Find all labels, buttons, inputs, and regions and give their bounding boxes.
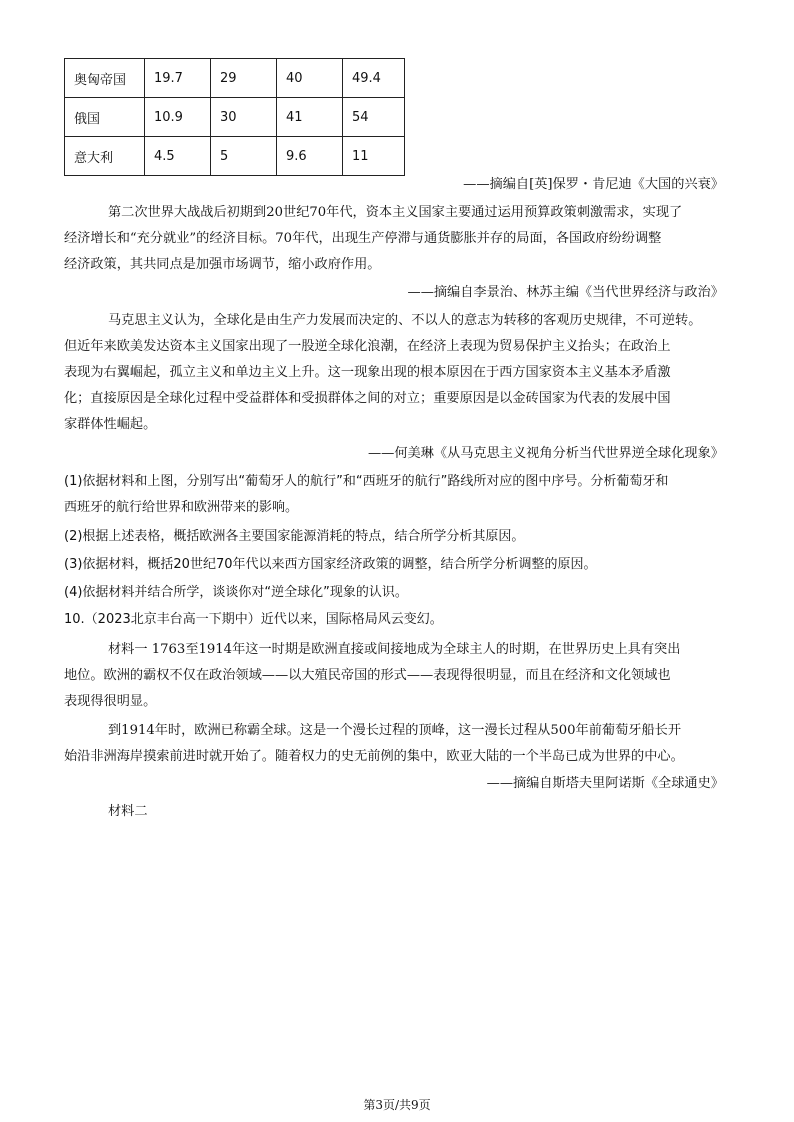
paragraph-line: 家群体性崛起。 xyxy=(64,417,157,432)
paragraph-line: 始沿非洲海岸摸索前进时就开始了。随着权力的史无前例的集中，欧亚大陆的一个半岛已成为世界的中心。 xyxy=(64,749,684,764)
source-citation: ——何美琳《从马克思主义视角分析当代世界逆全球化现象》 xyxy=(367,446,724,461)
paragraph-line: 经济增长和“充分就业”的经济目标。70年代，出现生产停滞与通货膨胀并存的局面，各国政府纷纷调整 xyxy=(64,231,662,246)
table-cell: 54 xyxy=(343,98,405,137)
paragraph-line: 到1914年时，欧洲已称霸全球。这是一个漫长过程的顶峰，这一漫长过程从500年前葡萄牙船长开 xyxy=(108,723,682,738)
table-row xyxy=(65,137,405,176)
energy-table xyxy=(64,58,405,176)
paragraph-line: 地位。欧洲的霸权不仅在政治领域——以大殖民帝国的形式——表现得很明显，而且在经济和文化领域也 xyxy=(64,668,671,683)
paragraph-line: 第二次世界大战战后初期到20世纪70年代，资本主义国家主要通过运用预算政策刺激需求，实现了 xyxy=(108,205,683,220)
question-line: (2)根据上述表格，概括欧洲各主要国家能源消耗的特点，结合所学分析其原因。 xyxy=(64,529,525,544)
table-cell: 奥匈帝国 xyxy=(65,59,145,98)
table-cell: 19.7 xyxy=(145,59,211,98)
source-citation: ——摘编自李景治、林苏主编《当代世界经济与政治》 xyxy=(407,285,724,300)
paragraph-line: 表现为右翼崛起，孤立主义和单边主义上升。这一现象出现的根本原因在于西方国家资本主义基本矛盾激 xyxy=(64,365,671,380)
table-cell: 10.9 xyxy=(145,98,211,137)
table-cell: 30 xyxy=(211,98,277,137)
table-cell: 俄国 xyxy=(65,98,145,137)
question-line: (3)依据材料，概括20世纪70年代以来西方国家经济政策的调整，结合所学分析调整的原因。 xyxy=(64,557,597,572)
table-cell: 11 xyxy=(343,137,405,176)
question-line: 西班牙的航行给世界和欧洲带来的影响。 xyxy=(64,500,299,515)
source-citation: ——摘编自斯塔夫里阿诺斯《全球通史》 xyxy=(486,776,724,791)
question-line: (4)依据材料并结合所学，谈谈你对“逆全球化”现象的认识。 xyxy=(64,585,408,600)
table-cell: 49.4 xyxy=(343,59,405,98)
paragraph-line: 经济政策，其共同点是加强市场调节，缩小政府作用。 xyxy=(64,257,381,272)
paragraph-line: 马克思主义认为，全球化是由生产力发展而决定的、不以人的意志为转移的客观历史规律，不可逆转。 xyxy=(108,313,702,328)
table-cell: 4.5 xyxy=(145,137,211,176)
question-10-heading: 10.（2023北京丰台高一下期中）近代以来，国际格局风云变幻。 xyxy=(64,612,443,627)
paragraph-line: 材料一 1763至1914年这一时期是欧洲直接或间接地成为全球主人的时期，在世界历史上具有突出 xyxy=(108,642,681,657)
table-cell: 29 xyxy=(211,59,277,98)
page-footer: 第3页/共9页 xyxy=(363,1098,431,1112)
source-citation: ——摘编自[英]保罗・肯尼迪《大国的兴衰》 xyxy=(463,177,724,192)
material-two-label: 材料二 xyxy=(108,804,148,819)
table-cell: 9.6 xyxy=(277,137,343,176)
table-cell: 意大利 xyxy=(65,137,145,176)
table-cell: 41 xyxy=(277,98,343,137)
table-row xyxy=(65,98,405,137)
table-cell: 5 xyxy=(211,137,277,176)
paragraph-line: 表现得很明显。 xyxy=(64,694,157,709)
paragraph-line: 但近年来欧美发达资本主义国家出现了一股逆全球化浪潮，在经济上表现为贸易保护主义抬头；在政治上 xyxy=(64,339,671,354)
table-cell: 40 xyxy=(277,59,343,98)
table-row xyxy=(65,59,405,98)
paragraph-line: 化；直接原因是全球化过程中受益群体和受损群体之间的对立；重要原因是以金砖国家为代表的发展中国 xyxy=(64,391,671,406)
question-line: (1)依据材料和上图，分别写出“葡萄牙人的航行”和“西班牙的航行”路线所对应的图中序号。分析葡萄牙和 xyxy=(64,474,669,489)
